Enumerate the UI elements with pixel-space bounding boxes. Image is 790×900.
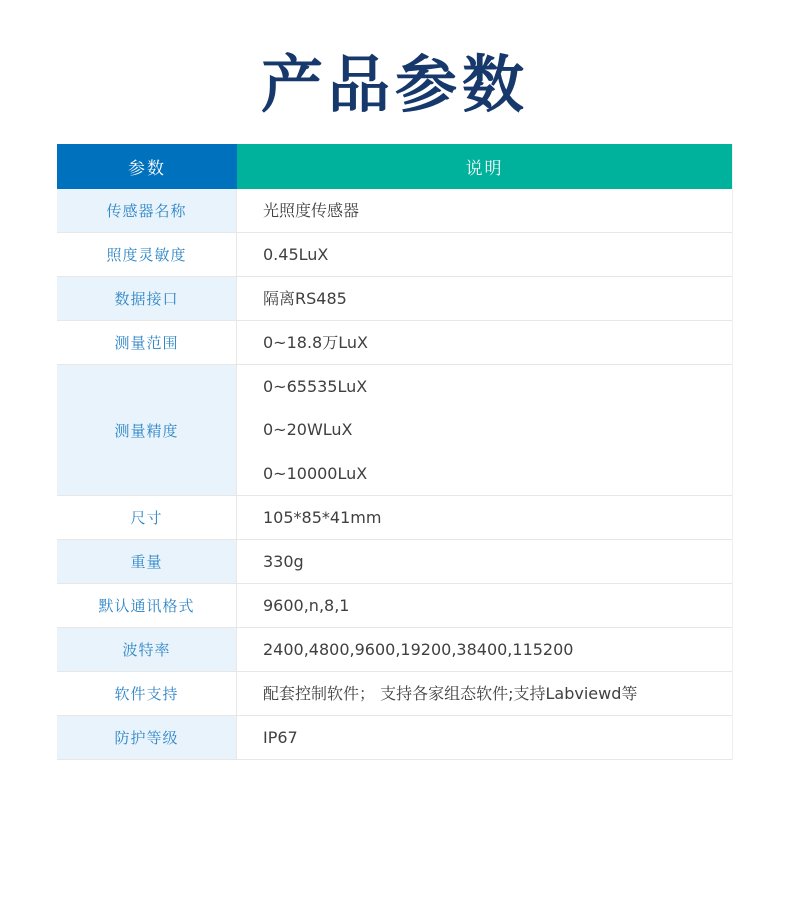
- desc-line: 9600,n,8,1: [263, 595, 350, 615]
- table-header-row: [57, 144, 732, 189]
- table-row: [57, 233, 732, 277]
- table-row: [57, 277, 732, 321]
- desc-line: 105*85*41mm: [263, 507, 382, 527]
- spec-table: [57, 144, 733, 760]
- table-row: [57, 365, 732, 496]
- desc-line: 0~20WLuX: [263, 420, 353, 440]
- param-cell: 防护等级: [57, 716, 237, 759]
- param-cell: 测量范围: [57, 321, 237, 364]
- desc-cell: [237, 584, 732, 627]
- desc-line: 2400,4800,9600,19200,38400,115200: [263, 639, 574, 659]
- param-cell: 波特率: [57, 628, 237, 671]
- desc-line: 光照度传感器: [263, 200, 360, 220]
- table-row: [57, 716, 732, 760]
- param-cell: 传感器名称: [57, 189, 237, 232]
- table-row: [57, 496, 732, 540]
- param-cell: 软件支持: [57, 672, 237, 715]
- desc-cell: [237, 716, 732, 759]
- column-header-param: 参数: [57, 144, 237, 189]
- param-cell: 测量精度: [57, 365, 237, 495]
- desc-line: 0~18.8万LuX: [263, 332, 368, 352]
- param-cell: 尺寸: [57, 496, 237, 539]
- param-cell: 数据接口: [57, 277, 237, 320]
- table-row: [57, 321, 732, 365]
- table-row: [57, 672, 732, 716]
- param-cell: 重量: [57, 540, 237, 583]
- desc-line: 0.45LuX: [263, 244, 329, 264]
- desc-cell: [237, 321, 732, 364]
- desc-line: 配套控制软件； 支持各家组态软件;支持Labviewd等: [263, 683, 638, 703]
- desc-cell: [237, 496, 732, 539]
- page-container: [57, 48, 733, 760]
- table-row: [57, 584, 732, 628]
- desc-cell: [237, 540, 732, 583]
- desc-line: 0~10000LuX: [263, 463, 368, 483]
- desc-line: 隔离RS485: [263, 288, 347, 308]
- table-body: [57, 189, 732, 760]
- desc-cell: [237, 628, 732, 671]
- table-row: [57, 540, 732, 584]
- param-cell: 照度灵敏度: [57, 233, 237, 276]
- desc-line: 330g: [263, 551, 304, 571]
- desc-cell: [237, 365, 732, 495]
- param-cell: 默认通讯格式: [57, 584, 237, 627]
- desc-cell: [237, 672, 732, 715]
- desc-line: 0~65535LuX: [263, 377, 368, 397]
- table-row: [57, 189, 732, 233]
- desc-cell: [237, 189, 732, 232]
- desc-cell: [237, 277, 732, 320]
- table-row: [57, 628, 732, 672]
- desc-line: IP67: [263, 727, 298, 747]
- desc-cell: [237, 233, 732, 276]
- column-header-desc: 说明: [237, 144, 732, 189]
- page-title: 产品参数: [260, 48, 529, 121]
